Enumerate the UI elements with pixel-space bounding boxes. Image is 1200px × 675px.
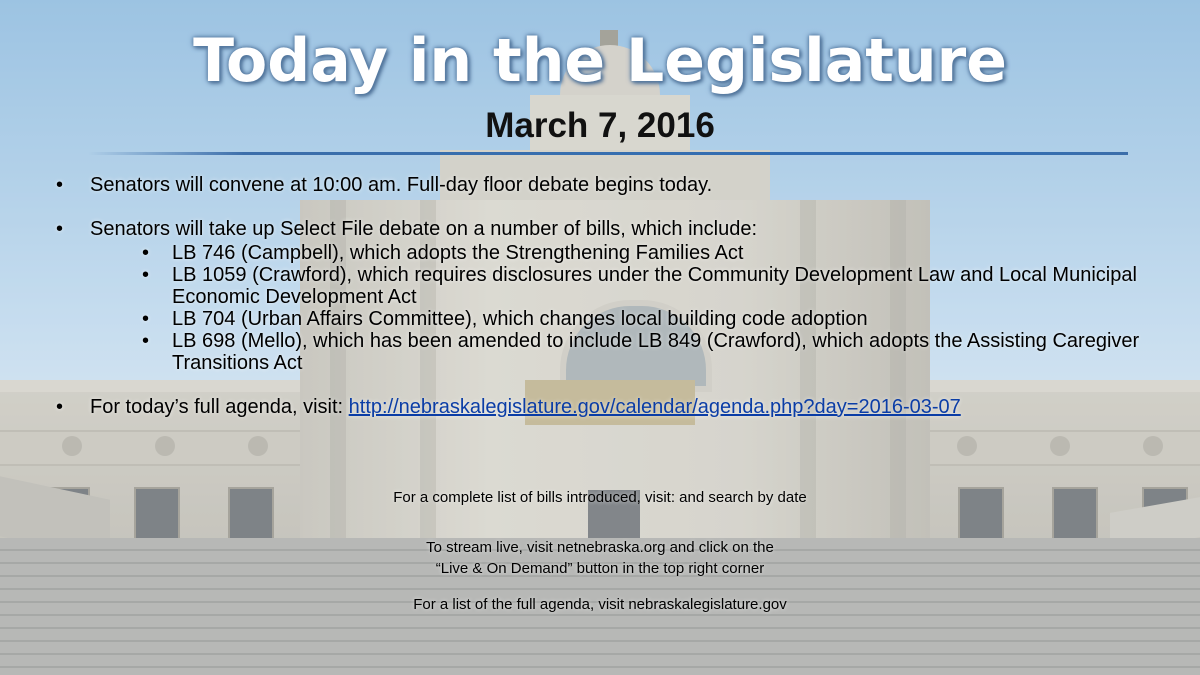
list-item <box>52 218 1162 374</box>
sublist-item <box>138 308 1162 330</box>
bill-sublist <box>90 242 1162 374</box>
title-divider <box>88 152 1128 155</box>
sublist-item <box>138 242 1162 264</box>
bullet-icon: • <box>142 264 150 286</box>
agenda-link[interactable]: http://nebraskalegislature.gov/calendar/agenda.php?day=2016-03-07 <box>348 396 961 418</box>
convene-text: Senators will convene at 10:00 am. Full-day floor debate begins today. <box>90 174 713 196</box>
select-file-text: Senators will take up Select File debate on a number of bills, which include: <box>90 218 758 240</box>
bullet-icon: • <box>142 308 150 330</box>
bullet-icon: • <box>56 218 64 240</box>
list-item <box>52 174 1162 196</box>
bill-text: LB 1059 (Crawford), which requires disclosures under the Community Development Law and Local Municipal Economic Development Act <box>172 264 1137 308</box>
list-item <box>52 396 1162 418</box>
sublist-item <box>138 264 1162 308</box>
bullet-icon: • <box>56 396 64 418</box>
sublist-item <box>138 330 1162 374</box>
stream-line-2: “Live & On Demand” button in the top right corner <box>435 560 765 577</box>
agenda-text: For today’s full agenda, visit: <box>90 396 349 418</box>
bills-note: For a complete list of bills introduced, visit: and search by date <box>393 489 807 506</box>
stream-line-1: To stream live, visit netnebraska.org and click on the <box>426 539 774 556</box>
bill-text: LB 704 (Urban Affairs Committee), which changes local building code adoption <box>172 308 868 330</box>
agenda-note: For a list of the full agenda, visit nebraskalegislature.gov <box>413 596 787 613</box>
bullet-list <box>52 174 1162 418</box>
bullet-icon: • <box>142 242 150 264</box>
bullet-icon: • <box>142 330 150 352</box>
slide-date: March 7, 2016 <box>485 106 715 145</box>
bill-text: LB 746 (Campbell), which adopts the Strengthening Families Act <box>172 242 744 264</box>
bullet-icon: • <box>56 174 64 196</box>
slide-title: Today in the Legislature <box>193 26 1007 96</box>
bill-text: LB 698 (Mello), which has been amended to include LB 849 (Crawford), which adopts the Assisting Caregiver Transitions Act <box>172 330 1140 374</box>
stream-note <box>0 537 1200 579</box>
